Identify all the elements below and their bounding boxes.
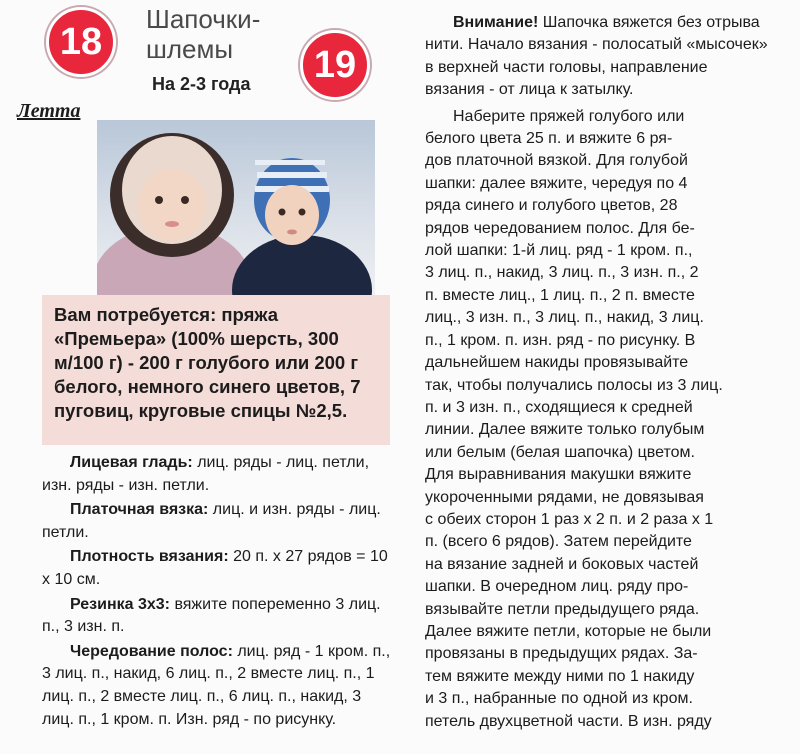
definition-term: Чередование полос:: [70, 642, 233, 660]
instruction-line: Далее вяжите петли, которые не были: [425, 622, 712, 640]
instruction-line: ряда синего и голубого цветов, 28: [425, 197, 678, 215]
instruction-line: Для выравнивания макушки вяжите: [425, 466, 692, 484]
instruction-line: шапки. В очередном лиц. ряду про-: [425, 578, 689, 596]
instruction-line: лой шапки: 1-й лиц. ряд - 1 кром. п.,: [425, 242, 693, 260]
instruction-line: п. и 3 изн. п., сходящиеся к средней: [425, 398, 693, 416]
instruction-line: тем вяжите между ними по 1 накиду: [425, 667, 695, 685]
definition-paragraph: [42, 641, 394, 731]
instruction-line: п., 1 кром. п. изн. ряд - по рисунку. В: [425, 331, 696, 349]
instruction-line: петель двухцветной части. В изн. ряду: [425, 712, 712, 730]
definition-paragraph: [42, 499, 394, 544]
instruction-line: Наберите пряжей голубого или: [453, 107, 685, 125]
materials-box: [42, 295, 390, 445]
definition-term: Платочная вязка:: [70, 501, 209, 519]
instruction-line: или белым (белая шапочка) цветом.: [425, 443, 695, 461]
title-line-1: Шапочки-: [146, 4, 261, 34]
instruction-line: с обеих сторон 1 раз х 2 п. и 2 раза х 1: [425, 510, 714, 528]
instructions-paragraph: [425, 106, 770, 733]
left-column-text: [42, 452, 394, 733]
definition-text: вяжите попеременно 3 лиц. п., 3 изн. п.: [42, 595, 381, 636]
children-photo-illustration: [97, 120, 375, 295]
children-photo: [97, 120, 375, 295]
instruction-line: так, чтобы получались полосы из 3 лиц.: [425, 376, 723, 394]
instruction-line: рядов чередованием полос. Для бе-: [425, 219, 695, 237]
definition-term: Лицевая гладь:: [70, 454, 193, 471]
right-column-text: [425, 12, 770, 733]
instruction-line: провязаны в предыдущих рядах. За-: [425, 645, 698, 663]
definition-text: 20 п. х 27 рядов = 10 х 10 см.: [42, 548, 388, 588]
instruction-line: п. вместе лиц., 1 лиц. п., 2 п. вместе: [425, 286, 695, 304]
instruction-line: укороченными рядами, не довязывая: [425, 488, 704, 506]
instruction-line: лиц., 3 изн. п., 3 лиц. п., накид, 3 лиц.: [425, 309, 704, 327]
instruction-line: 3 лиц. п., накид, 3 лиц. п., 3 изн. п., 2: [425, 264, 699, 282]
instruction-line: и 3 п., набранные по одной из кром.: [425, 690, 693, 708]
article-title: [146, 4, 260, 64]
definition-text: лиц. ряды - лиц. петли, изн. ряды - изн. петли.: [42, 454, 370, 494]
definition-paragraph: [42, 546, 394, 591]
instruction-line: дальнейшем накиды провязывайте: [425, 354, 689, 372]
instruction-line: вязывайте петли предыдущего ряда.: [425, 600, 700, 618]
definition-paragraph: [42, 594, 394, 639]
instruction-line: шапки: далее вяжите, чередуя по 4: [425, 174, 688, 192]
pattern-number-badge-19: 19: [300, 30, 370, 100]
pattern-number-badge-18: 18: [46, 7, 116, 77]
instruction-line: п. (всего 6 рядов). Затем перейдите: [425, 533, 692, 551]
instruction-line: линии. Далее вяжите только голубым: [425, 421, 705, 439]
attention-text: Шапочка вяжется без отрыва нити. Начало вязания - полосатый «мысочек» в верхней части головы, направление вязания - от лица к затылку.: [425, 14, 768, 99]
age-subtitle: На 2-3 года: [152, 74, 251, 94]
attention-term: Внимание!: [453, 14, 539, 31]
definition-text: лиц. ряд - 1 кром. п., 3 лиц. п., накид, 6 лиц. п., 2 вместе лиц. п., 1 лиц. п., 2 вместе лиц. п., 6 лиц. п., накид, 3 лиц. п., 1 кром. п. Изн. ряд - по рисунку.: [42, 642, 391, 728]
instruction-line: дов платочной вязкой. Для голубой: [425, 152, 688, 170]
title-line-2: шлемы: [146, 34, 234, 64]
instruction-line: на вязание задней и боковых частей: [425, 555, 699, 573]
definition-text: лиц. и изн. ряды - лиц. петли.: [42, 501, 381, 541]
definition-term: Резинка 3х3:: [70, 595, 170, 613]
designer-name: Летта: [17, 100, 81, 122]
materials-text: Вам потребуется: пряжа «Премьера» (100% шерсть, 300 м/100 г) - 200 г голубого или 200 г белого, немного синего цветов, 7 пуговиц, круговые спицы №2,5.: [54, 304, 361, 421]
instruction-line: белого цвета 25 п. и вяжите 6 ря-: [425, 130, 673, 148]
definition-paragraph: [42, 452, 394, 497]
attention-paragraph: [425, 12, 770, 102]
definition-term: Плотность вязания:: [70, 548, 229, 566]
